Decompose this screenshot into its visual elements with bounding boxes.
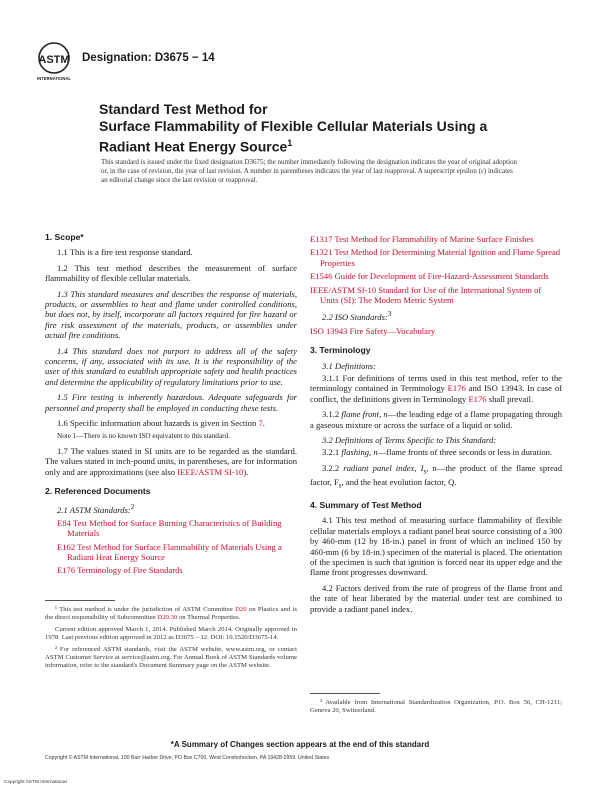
- ref-e1546-link[interactable]: E1546: [310, 271, 333, 282]
- term-p2: 3.1.1 For definitions of terms used in this test method, refer to the terminology contained in Terminology E176 and ISO 13943. In case of conflict, the definitions given in Terminology E176 shall prevail.: [310, 372, 562, 404]
- ref-iso-13943-link[interactable]: ISO 13943: [310, 325, 348, 336]
- ieee-si10-link[interactable]: IEEE/ASTM SI-10: [177, 466, 244, 477]
- scope-p5: 1.5 Fire testing is inherently hazardous. Adequate safeguards for personnel and property shall be employed in conducting these tests.: [45, 392, 297, 413]
- title-line-3: Radiant Heat Energy Source$^1$: [99, 138, 293, 155]
- ref-e176-link[interactable]: E176: [57, 565, 76, 576]
- designation: Designation: D3675 − 14: [82, 52, 215, 64]
- scope-p4: 1.4 This standard does not purport to address all of the safety concerns, if any, associated with its use. It is the responsibility of the user of this standard to establish appropriate safety and health practices and determine the applicability of regulatory limitations prior to use.: [45, 345, 297, 387]
- term-e176-link-2[interactable]: E176: [468, 393, 487, 404]
- footnotes-right: [310, 699, 562, 719]
- d2030-link[interactable]: D20.30: [157, 614, 178, 622]
- document-title: [99, 101, 539, 156]
- term-p6: 3.2.2 radiant panel index, $I_s$, n—the product of the flame spread factor, $F_s$, and the heat evolution factor, Q.: [310, 462, 562, 490]
- footnote-rule-left: [45, 600, 115, 601]
- ref-iso-13943: ISO 13943 Fire Safety—Vocabulary: [310, 325, 436, 336]
- ref-e1321-link[interactable]: E1321: [310, 247, 333, 258]
- ref-ieee-si10: IEEE/ASTM SI-10 Standard for Use of the International System of Units (SI): The Modern Metric System: [310, 284, 542, 306]
- ref-e84-link[interactable]: E84: [57, 517, 71, 528]
- term-p1: 3.1 Definitions:: [322, 360, 376, 371]
- right-column: [310, 234, 562, 619]
- ref-e162: E162 Test Method for Surface Flammability of Materials Using a Radiant Heat Energy Source: [57, 541, 282, 563]
- summary-of-changes-note: *A Summary of Changes section appears at the end of this standard: [170, 740, 430, 749]
- footnotes-left: [45, 606, 297, 674]
- issuance-notice: This standard is issued under the fixed designation D3675; the number immediately following the designation indicates the year of original adoption or, in the case of revision, the year of last revision. A number in parentheses indicates the year of last reapproval. A superscript epsilon (ε) indicates an editorial change since the last revision or reapproval.: [101, 158, 518, 184]
- copyright-small: Copyright ASTM International: [4, 780, 67, 785]
- d20-link[interactable]: D20: [235, 606, 247, 613]
- svg-text:ASTM: ASTM: [38, 54, 70, 66]
- astm-logo: [34, 40, 74, 82]
- summary-p2: 4.2 Factors derived from the rate of progress of the flame front and the rate of heat liberated by the material under test are combined to provide a radiant panel index.: [310, 582, 562, 614]
- footnote-1-edition: Current edition approved March 1, 2014. Published March 2014. Originally approved in 1978. Last previous edition approved in 2012 as D3675 – 12. DOI: 10.1520/D3675-14.: [45, 625, 297, 642]
- left-column: [45, 232, 297, 579]
- summary-p1: 4.1 This test method of measuring surface flammability of flexible cellular materials employs a radiant panel heat source consisting of a 300 by 460-mm (12 by 18-in.) panel in front of which an inclined 150 by 460-mm (6 by 18-in.) specimen of the material is placed. The orientation of the specimen is such that ignition is forced near its upper edge and the flame front progresses downward.: [310, 515, 562, 578]
- astm-standards-label: 2.1 ASTM Standards:$^2$: [57, 502, 135, 515]
- scope-heading: 1. Scope*: [45, 232, 84, 242]
- scope-p6: 1.6 Specific information about hazards is given in Section 7.: [57, 418, 265, 429]
- term-p3: 3.1.2 flame front, n—the leading edge of a flame propagating through a gaseous mixture or across the surface of a liquid or solid.: [310, 409, 563, 430]
- scope-p1: 1.1 This is a fire test response standard.: [57, 247, 193, 258]
- ref-e162-link[interactable]: E162: [57, 541, 76, 552]
- footnote-2: ² For referenced ASTM standards, visit the ASTM website, www.astm.org, or contact ASTM Customer Service at service@astm.org. For Annual Book of ASTM Standards volume information, refer to the standard's Document Summary page on the ASTM website.: [45, 645, 297, 670]
- svg-text:INTERNATIONAL: INTERNATIONAL: [37, 76, 71, 81]
- ref-e84: E84 Test Method for Surface Burning Characteristics of Building Materials: [57, 517, 282, 539]
- ref-e1546: E1546 Guide for Development of Fire-Hazard-Assessment Standards: [310, 271, 549, 282]
- scope-p2: 1.2 This test method describes the measurement of surface flammability of flexible cellular materials.: [45, 262, 297, 284]
- footnote-3: ³ Available from International Standardization Organization, P.O. Box 56, CH-1211; Geneva 20, Switzerland.: [310, 699, 562, 715]
- term-p4: 3.2 Definitions of Terms Specific to This Standard:: [322, 434, 497, 445]
- ref-e1317: E1317 Test Method for Flammability of Marine Surface Finishes: [310, 234, 534, 244]
- iso-standards-label: 2.2 ISO Standards:$^3$: [322, 310, 392, 323]
- term-p5: 3.2.1 flashing, n—flame fronts of three seconds or less in duration.: [322, 447, 553, 458]
- ref-ieee-si10-link[interactable]: IEEE/ASTM SI-10: [310, 284, 377, 295]
- copyright-line: Copyright © ASTM International, 100 Barr Harbor Drive, PO Box C700, West Conshohocken, PA 19428-2959. United States: [45, 755, 330, 761]
- ref-e1317-link[interactable]: E1317: [310, 234, 333, 244]
- ref-e1321: E1321 Test Method for Determining Material Ignition and Flame Spread Properties: [310, 247, 561, 268]
- title-line-1: Standard Test Method for: [99, 101, 268, 117]
- note-1: Note 1—There is no known ISO equivalent to this standard.: [57, 431, 230, 440]
- ref-e176: E176 Terminology of Fire Standards: [57, 565, 183, 576]
- footnote-rule-right: [310, 693, 380, 694]
- scope-p3: 1.3 This standard measures and describes the response of materials, products, or assemblies to heat and flame under controlled conditions, but does not, by itself, incorporate all factors required for fire hazard or fire risk assessment of the materials, products, or assemblies under actual fire conditions.: [45, 288, 297, 341]
- title-line-2: Surface Flammability of Flexible Cellular Materials Using a: [99, 118, 488, 134]
- refdocs-heading: 2. Referenced Documents: [45, 486, 151, 497]
- section-7-link[interactable]: 7: [258, 418, 263, 429]
- footnote-1: ¹ This test method is under the jurisdiction of ASTM Committee D20 on Plastics and is the direct responsibility of Subcommittee D20.30 on Thermal Properties.: [45, 606, 297, 622]
- scope-p7: 1.7 The values stated in SI units are to be regarded as the standard. The values stated in inch-pound units, in parentheses, are for information only and are approximations (see also IEEE/ASTM SI-10).: [45, 445, 297, 477]
- term-e176-link-1[interactable]: E176: [447, 383, 466, 394]
- terminology-heading: 3. Terminology: [310, 345, 371, 356]
- summary-heading: 4. Summary of Test Method: [310, 500, 422, 511]
